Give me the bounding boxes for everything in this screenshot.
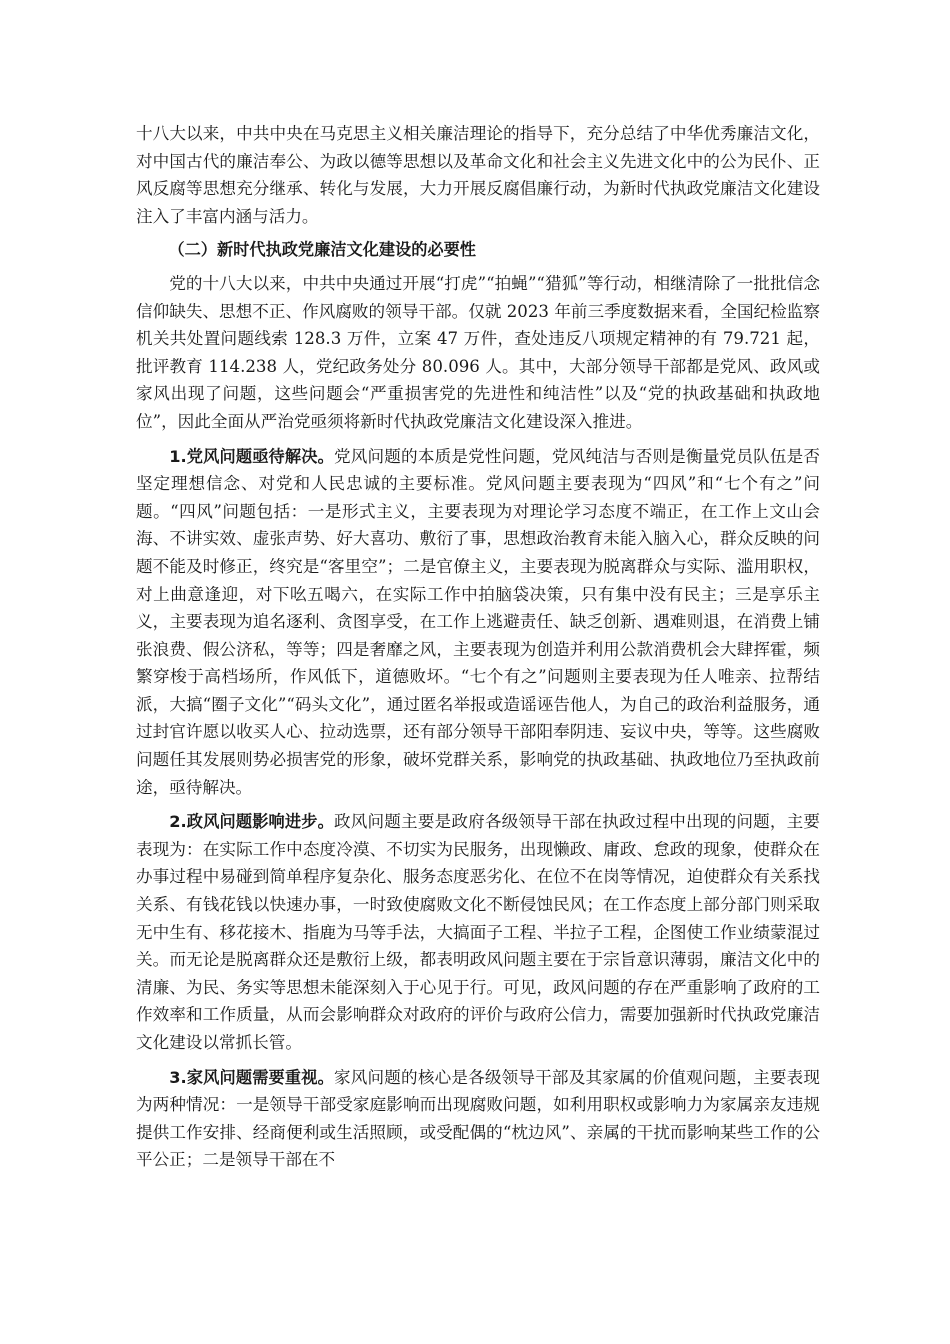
paragraph-party-style [136, 443, 820, 802]
government-style-body: 政风问题主要是政府各级领导干部在执政过程中出现的问题，主要表现为：在实际工作中态度冷漠、不切实为民服务，出现懒政、庸政、怠政的现象，使群众在办事过程中易碰到简单程序复杂化、服务态度恶劣化、在位不在岗等情况，迫使群众有关系找关系、有钱花钱以快速办事，一时致使腐败文化不断侵蚀民风；在工作态度上部分部门则采取无中生有、移花接木、指鹿为马等手法，大搞面子工程、半拉子工程，企图使工作业绩蒙混过关。而无论是脱离群众还是敷衍上级，都表明政风问题主要在于宗旨意识薄弱，廉洁文化中的清廉、为民、务实等思想未能深刻入于心见于行。可见，政风问题的存在严重影响了政府的工作效率和工作质量，从而会影响群众对政府的评价与政府公信力，需要加强新时代执政党廉洁文化建设以常抓长管。 [136, 812, 820, 1052]
paragraph-necessity: 党的十八大以来，中共中央通过开展“打虎”“拍蝇”“猎狐”等行动，相继清除了一批批信念信仰缺失、思想不正、作风腐败的领导干部。仅就 2023 年前三季度数据来看，全国纪检监察机关共处置问题线索 128.3 万件，立案 47 万件，查处违反八项规定精神的有 79.721 起，批评教育 114.238 人，党纪政务处分 80.096 人。其中，大部分领导干部都是党风、政风或家风出现了问题，这些问题会“严重损害党的先进性和纯洁性”以及“党的执政基础和执政地位”，因此全面从严治党亟须将新时代执政党廉洁文化建设深入推进。 [136, 273, 820, 431]
paragraph-government-style [136, 808, 820, 1056]
paragraph-family-style [136, 1064, 820, 1174]
document-body [136, 120, 820, 1174]
government-style-lead: 2.政风问题影响进步。 [169, 812, 334, 832]
family-style-body: 家风问题的核心是各级领导干部及其家属的价值观问题，主要表现为两种情况：一是领导干部受家庭影响而出现腐败问题，如利用职权或影响力为家属亲友违规提供工作安排、经商便利或生活照顾，或受配偶的“枕边风”、亲属的干扰而影响某些工作的公平公正；二是领导干部在不 [136, 1067, 820, 1170]
section-heading: （二）新时代执政党廉洁文化建设的必要性 [168, 240, 476, 260]
paragraph-intro: 十八大以来，中共中央在马克思主义相关廉洁理论的指导下，充分总结了中华优秀廉洁文化，对中国古代的廉洁奉公、为政以德等思想以及革命文化和社会主义先进文化中的公为民仆、正风反腐等思想充分继承、转化与发展，大力开展反腐倡廉行动，为新时代执政党廉洁文化建设注入了丰富内涵与活力。 [136, 124, 820, 226]
party-style-lead: 1.党风问题亟待解决。 [169, 446, 334, 466]
family-style-lead: 3.家风问题需要重视。 [169, 1067, 334, 1087]
party-style-body: 党风问题的本质是党性问题，党风纯洁与否则是衡量党员队伍是否坚定理想信念、对党和人民忠诚的主要标准。党风问题主要表现为“四风”和“七个有之”问题。“四风”问题包括：一是形式主义，主要表现为对理论学习态度不端正，在工作上文山会海、不讲实效、虚张声势、好大喜功、敷衍了事，思想政治教育未能入脑入心，群众反映的问题不能及时修正，终究是“客里空”；二是官僚主义，主要表现为脱离群众与实际、滥用职权，对上曲意逢迎，对下吆五喝六，在实际工作中拍脑袋决策，只有集中没有民主；三是享乐主义，主要表现为追名逐利、贪图享受，在工作上逃避责任、缺乏创新、遇难则退，在消费上铺张浪费、假公济私，等等；四是奢靡之风，主要表现为创造并利用公款消费机会大肆挥霍，频繁穿梭于高档场所，作风低下，道德败坏。“七个有之”问题则主要表现为任人唯亲、拉帮结派，大搞“圈子文化”“码头文化”，通过匿名举报或造谣诬告他人，为自己的政治利益服务，通过封官许愿以收买人心、拉动选票，还有部分领导干部阳奉阴违、妄议中央，等等。这些腐败问题任其发展则势必损害党的形象，破坏党群关系，影响党的执政基础、执政地位乃至执政前途，亟待解决。 [136, 446, 820, 797]
